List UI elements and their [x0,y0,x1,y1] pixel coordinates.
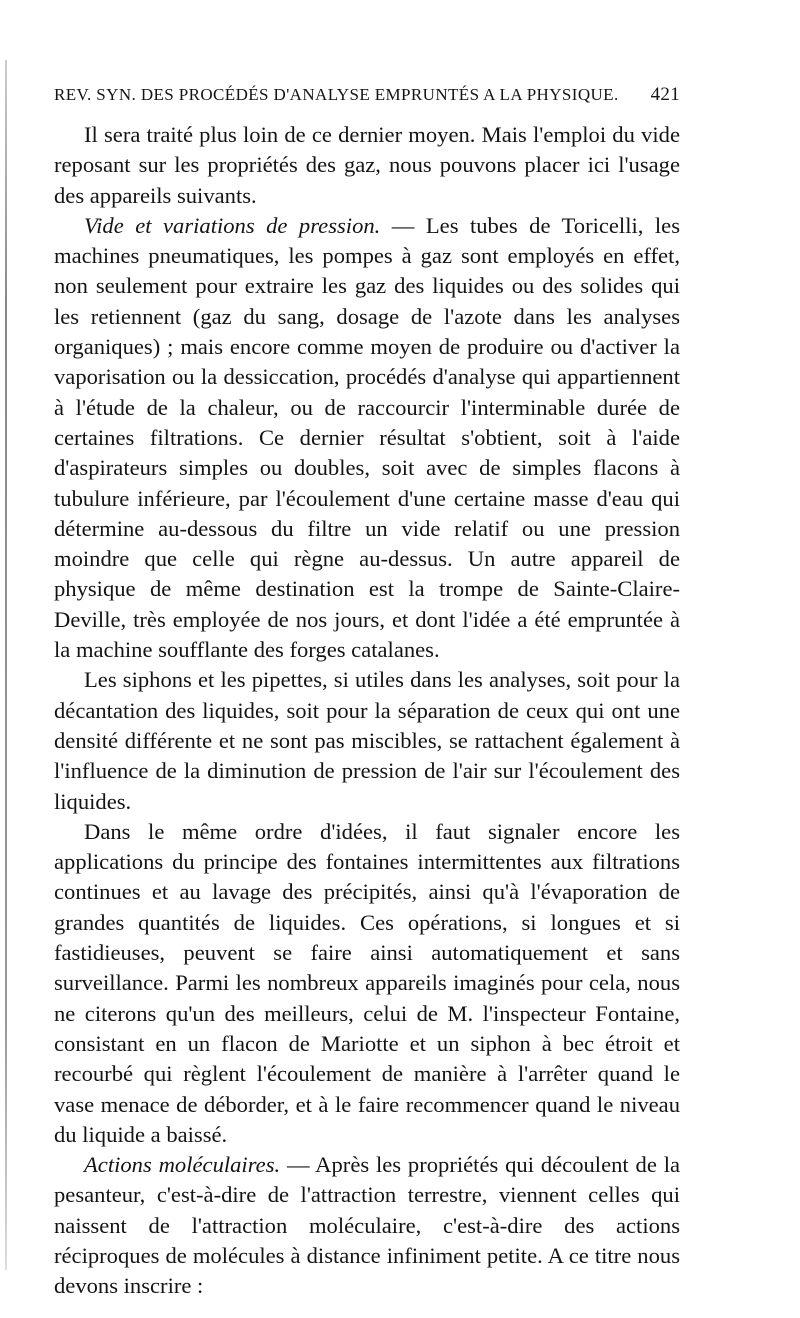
body-text [54,120,680,1302]
paragraph-2 [54,211,680,665]
paragraph-text: Il sera traité plus loin de ce dernier moyen. Mais l'emploi du vide reposant sur les propriétés des gaz, nous pouvons placer ici l'usage des appareils suivants. [54,122,680,208]
running-title: REV. SYN. DES PROCÉDÉS D'ANALYSE EMPRUNTÉS A LA PHYSIQUE. [54,85,619,104]
paragraph-lead: Vide et variations de pression. [84,212,381,238]
paragraph-text: — Les tubes de Toricelli, les machines pneumatiques, les pompes à gaz sont employés en effet, non seulement pour extraire les gaz des liquides ou des solides qui les retiennent (gaz du sang, dosage de l'azote dans les analyses organiques) ; mais encore comme moyen de produire ou d'activer la vaporisation ou la dessiccation, procédés d'analyse qui appartiennent à l'étude de la chaleur, ou de raccourcir l'interminable durée de certaines filtrations. Ce dernier résultat s'obtient, soit à l'aide d'aspirateurs simples ou doubles, soit avec de simples flacons à tubulure inférieure, par l'écoulement d'une certaine masse d'eau qui détermine au-dessous du filtre un vide relatif ou une pression moindre que celle qui règne au-dessus. Un autre appareil de physique de même destination est la trompe de Sainte-Claire-Deville, très employée de nos jours, et dont l'idée a été empruntée à la machine soufflante des forges catalanes. [54,212,680,663]
paragraph-3 [54,665,680,816]
paragraph-text: Les siphons et les pipettes, si utiles dans les analyses, soit pour la décantation des liquides, soit pour la séparation de ceux qui ont une densité différente et ne sont pas miscibles, se rattachent également à l'influence de la diminution de pression de l'air sur l'écoulement des liquides. [54,667,680,814]
paragraph-4 [54,817,680,1150]
scan-page-edge [5,60,7,1270]
paragraph-5 [54,1150,680,1301]
paragraph-1 [54,120,680,211]
running-header [54,84,680,114]
paragraph-text: — Après les propriétés qui découlent de la pesanteur, c'est-à-dire de l'attraction terrestre, viennent celles qui naissent de l'attraction moléculaire, c'est-à-dire des actions réciproques de molécules à distance infiniment petite. A ce titre nous devons inscrire : [54,1152,680,1299]
paragraph-text: Dans le même ordre d'idées, il faut signaler encore les applications du principe des fontaines intermittentes aux filtrations continues et au lavage des précipités, ainsi qu'à l'évaporation de grandes quantités de liquides. Ces opérations, si longues et si fastidieuses, peuvent se faire ainsi automatiquement et sans surveillance. Parmi les nombreux appareils imaginés pour cela, nous ne citerons qu'un des meilleurs, celui de M. l'inspecteur Fontaine, consistant en un flacon de Mariotte et un siphon à bec étroit et recourbé qui règlent l'écoulement de manière à l'arrêter quand le vase menace de déborder, et à le faire recommencer quand le niveau du liquide a baissé. [54,818,680,1147]
paragraph-lead: Actions moléculaires. [84,1152,281,1178]
page-number: 421 [650,84,680,105]
book-page [54,84,680,1302]
